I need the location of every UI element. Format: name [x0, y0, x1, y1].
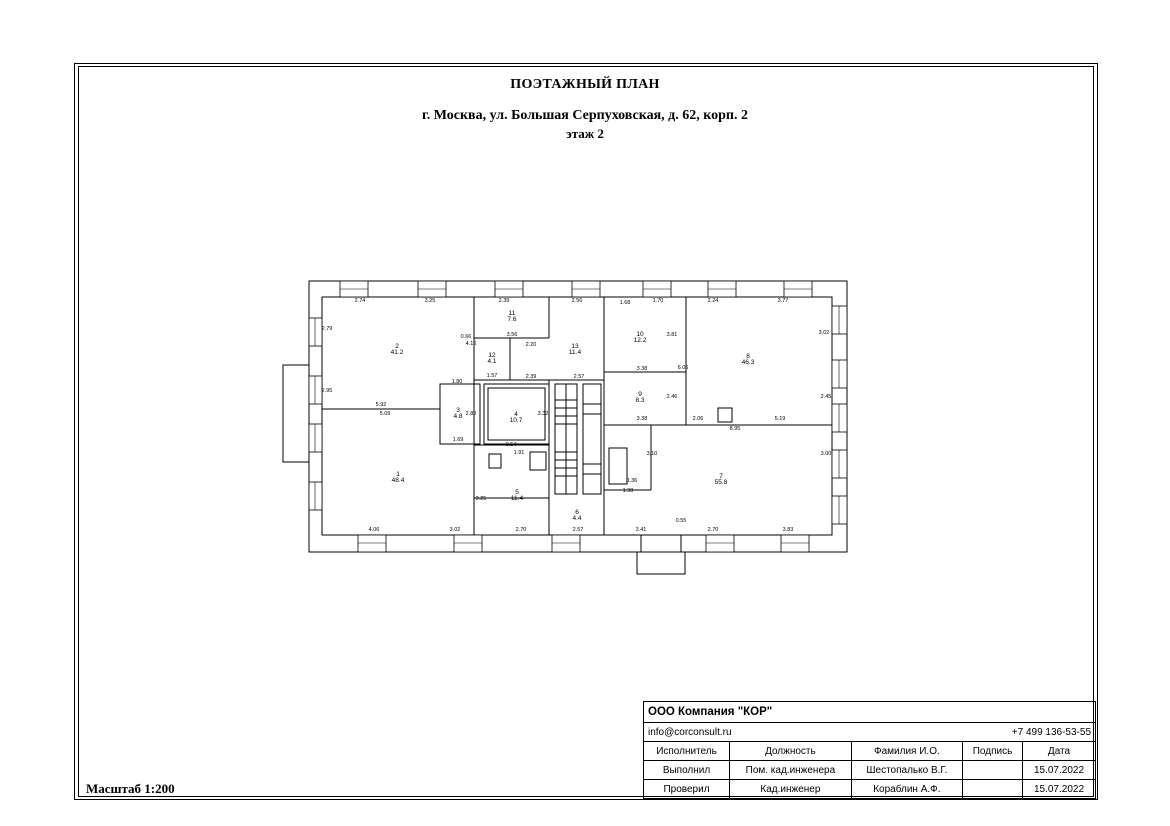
row-date: 15.07.2022: [1023, 780, 1096, 799]
row-role: Выполнил: [644, 761, 730, 780]
header-position: Должность: [730, 742, 852, 761]
window: [358, 535, 386, 552]
dimension-label: 2.70: [707, 527, 719, 533]
room-area: 11.4: [568, 349, 582, 356]
row-position: Кад.инженер: [730, 780, 852, 799]
dimension-label: 3.83: [782, 527, 794, 533]
shaft: [530, 452, 546, 470]
dimension-label: 2.06: [692, 416, 704, 422]
dimension-label: 3.00: [820, 451, 832, 457]
dimension-label: 2.46: [666, 394, 678, 400]
dimension-label: 3.41: [635, 527, 647, 533]
room-number: 13: [571, 343, 579, 350]
room-number: 4: [514, 411, 518, 418]
window: [309, 482, 322, 510]
dimension-label: 2.24: [707, 298, 719, 304]
room-area: 11.4: [510, 495, 524, 502]
room-area: 8.3: [635, 397, 645, 404]
dimension-label: 1.91: [513, 450, 525, 456]
title-block: [643, 701, 1096, 799]
dimension-label: 3.54: [505, 442, 517, 448]
dimension-label: 2.79: [321, 326, 333, 332]
window: [832, 404, 847, 432]
room-number: 5: [515, 489, 519, 496]
room-area: 48.4: [391, 477, 405, 484]
entrance-porch: [637, 552, 685, 574]
dimension-label: 3.25: [475, 496, 487, 502]
row-signature: [962, 780, 1022, 799]
utility-cabin: [609, 448, 627, 484]
room-area: 12.2: [633, 337, 647, 344]
dimension-label: 3.38: [636, 366, 648, 372]
staircase-flight: [583, 384, 601, 494]
dimension-label: 2.56: [571, 298, 583, 304]
window: [832, 450, 847, 478]
dimension-label: 3.10: [646, 451, 658, 457]
dimension-label: 3.38: [636, 416, 648, 422]
header-name: Фамилия И.О.: [851, 742, 962, 761]
dimension-label: 2.45: [820, 394, 832, 400]
dimension-label: 2.74: [354, 298, 366, 304]
shaft: [489, 454, 501, 468]
dimension-label: 5.09: [379, 411, 391, 417]
dimension-label: 2.70: [515, 527, 527, 533]
dimension-label: 2.57: [572, 527, 584, 533]
room-area: 4.8: [453, 413, 463, 420]
row-signature: [962, 761, 1022, 780]
window: [706, 535, 734, 552]
dimension-label: 3.02: [449, 527, 461, 533]
room-number: 6: [575, 509, 579, 516]
dimension-label: 6.06: [677, 365, 689, 371]
dimension-label: 2.95: [321, 388, 333, 394]
room-number: 7: [719, 473, 723, 480]
scale-label: Масштаб 1:200: [86, 781, 175, 796]
room-number: 10: [636, 331, 644, 338]
window: [832, 306, 847, 334]
row-date: 15.07.2022: [1023, 761, 1096, 780]
room-area: 4.1: [487, 358, 497, 365]
dimension-label: 3.32: [537, 411, 549, 417]
window: [309, 376, 322, 404]
row-role: Проверил: [644, 780, 730, 799]
plan-address: г. Москва, ул. Большая Серпуховская, д. 62, корп. 2: [421, 108, 749, 123]
dimension-label: 0.55: [675, 518, 687, 524]
window: [781, 535, 809, 552]
window: [454, 535, 482, 552]
window: [552, 535, 580, 552]
dimension-label: 2.20: [525, 342, 537, 348]
dimension-label: 3.77: [777, 298, 789, 304]
dimension-label: 8.95: [729, 426, 741, 432]
window: [309, 318, 322, 346]
dimension-label: 3.81: [666, 332, 678, 338]
dimension-label: 1.57: [486, 373, 498, 379]
column: [718, 408, 732, 422]
dimension-label: 3.56: [506, 332, 518, 338]
room-number: 11: [508, 310, 516, 317]
window: [832, 360, 847, 388]
room-area: 7.6: [507, 316, 517, 323]
dimension-label: 2.39: [525, 374, 537, 380]
dimension-label: 4.16: [465, 341, 477, 347]
dimension-label: 3.02: [818, 330, 830, 336]
room-number: 8: [746, 353, 750, 360]
room-number: 12: [488, 352, 496, 359]
row-name: Шестопалько В.Г.: [851, 761, 962, 780]
room-area: 41.2: [390, 349, 404, 356]
room-area: 10.7: [509, 417, 523, 424]
company-phone: +7 499 136-53-55: [962, 723, 1095, 742]
dimension-label: 0.66: [460, 334, 472, 340]
entrance-steps: [641, 535, 681, 552]
room-number: 2: [395, 343, 399, 350]
header-role: Исполнитель: [644, 742, 730, 761]
dimension-label: 2.39: [498, 298, 510, 304]
company-name: ООО Компания "КОР": [644, 702, 1096, 723]
dimension-label: 1.80: [451, 379, 463, 385]
room-number: 1: [396, 471, 400, 478]
company-email: info@corconsult.ru: [644, 723, 963, 742]
dimension-label: 1.98: [622, 488, 634, 494]
header-date: Дата: [1023, 742, 1096, 761]
floor-label: этаж 2: [566, 126, 604, 141]
header-signature: Подпись: [962, 742, 1022, 761]
room-number: 9: [638, 391, 642, 398]
room-number: 3: [456, 407, 460, 414]
room-area: 4.4: [572, 515, 582, 522]
left-porch: [283, 365, 309, 462]
dimension-label: 2.80: [465, 411, 477, 417]
dimension-label: 4.06: [368, 527, 380, 533]
window: [309, 424, 322, 452]
row-name: Кораблин А.Ф.: [851, 780, 962, 799]
dimension-label: 1.70: [652, 298, 664, 304]
dimension-label: 5.19: [774, 416, 786, 422]
dimension-label: 2.57: [573, 374, 585, 380]
dimension-label: 5.92: [375, 402, 387, 408]
dimension-label: 1.68: [619, 300, 631, 306]
window: [832, 496, 847, 524]
room-area: 46.3: [741, 359, 755, 366]
dimension-label: 1.36: [626, 478, 638, 484]
dimension-label: 3.25: [424, 298, 436, 304]
room-area: 55.8: [714, 479, 728, 486]
row-position: Пом. кад.инженера: [730, 761, 852, 780]
plan-title: ПОЭТАЖНЫЙ ПЛАН: [510, 77, 660, 92]
dimension-label: 1.69: [452, 437, 464, 443]
